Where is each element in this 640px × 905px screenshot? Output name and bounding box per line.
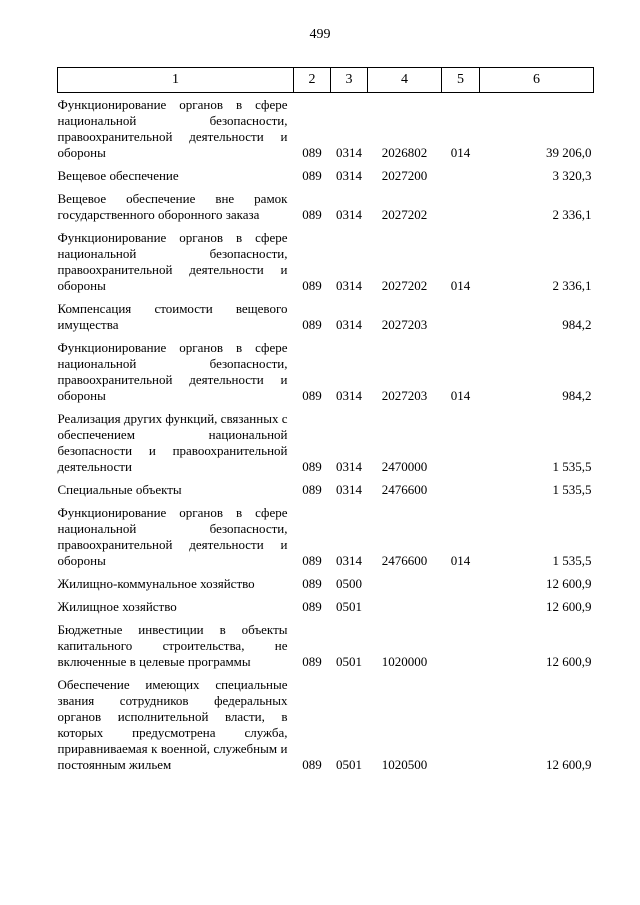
row-col3: 0314 [336, 168, 362, 183]
row-col4: 2026802 [381, 145, 428, 160]
row-name: Функционирование органов в сфере национальной безопасности, правоохранительной деятельности и обороны [57, 340, 288, 403]
header-col-3: 3 [331, 68, 368, 93]
row-col5: 014 [450, 278, 471, 293]
row-col2: 089 [302, 757, 322, 772]
page-number: 499 [309, 27, 331, 42]
row-col4: 2027203 [381, 388, 428, 403]
table-row [58, 223, 594, 294]
row-amount: 2 336,1 [552, 207, 592, 222]
row-col4: 2470000 [381, 459, 428, 474]
row-col2: 089 [302, 207, 322, 222]
row-col4: 1020500 [381, 757, 428, 772]
row-col4 [368, 569, 442, 592]
table-row [58, 404, 594, 475]
row-col3: 0314 [336, 459, 362, 474]
row-col4: 2027203 [381, 317, 428, 332]
row-col2: 089 [302, 317, 322, 332]
row-col4: 1020000 [381, 654, 428, 669]
header-col-4: 4 [368, 68, 442, 93]
row-col3: 0314 [336, 317, 362, 332]
row-amount: 12 600,9 [546, 599, 592, 614]
row-col4: 2027202 [381, 278, 428, 293]
row-amount: 39 206,0 [546, 145, 592, 160]
row-col5 [442, 592, 480, 615]
row-col2: 089 [302, 168, 322, 183]
row-col3: 0314 [336, 553, 362, 568]
budget-table [57, 67, 594, 773]
row-amount: 1 535,5 [552, 553, 592, 568]
row-name: Вещевое обеспечение [57, 168, 179, 183]
row-col5: 014 [450, 388, 471, 403]
row-name: Функционирование органов в сфере национальной безопасности, правоохранительной деятельности и обороны [57, 230, 288, 293]
row-amount: 3 320,3 [552, 168, 592, 183]
row-col3: 0501 [336, 757, 362, 772]
row-col2: 089 [302, 553, 322, 568]
row-col5: 014 [450, 145, 471, 160]
table-row [58, 161, 594, 184]
row-col5 [442, 184, 480, 223]
row-col5 [442, 294, 480, 333]
table-row [58, 294, 594, 333]
row-col4: 2027202 [381, 207, 428, 222]
row-col5: 014 [450, 553, 471, 568]
row-amount: 984,2 [562, 317, 592, 332]
table-row [58, 615, 594, 670]
row-col2: 089 [302, 654, 322, 669]
row-col4: 2027200 [381, 168, 428, 183]
header-col-5: 5 [442, 68, 480, 93]
row-amount: 12 600,9 [546, 654, 592, 669]
row-col2: 089 [302, 278, 322, 293]
row-name: Специальные объекты [57, 482, 182, 497]
row-col5 [442, 670, 480, 773]
row-name: Жилищно-коммунальное хозяйство [57, 576, 255, 591]
row-col4: 2476600 [381, 482, 428, 497]
row-col4: 2476600 [381, 553, 428, 568]
row-col5 [442, 615, 480, 670]
table-row [58, 333, 594, 404]
row-amount: 2 336,1 [552, 278, 592, 293]
table-row [58, 670, 594, 773]
row-col3: 0314 [336, 482, 362, 497]
header-col-1: 1 [58, 68, 294, 93]
row-col5 [442, 475, 480, 498]
row-col3: 0314 [336, 278, 362, 293]
row-col3: 0500 [336, 576, 362, 591]
row-name: Функционирование органов в сфере национальной безопасности, правоохранительной деятельности и обороны [57, 505, 288, 568]
row-col2: 089 [302, 459, 322, 474]
row-col3: 0314 [336, 207, 362, 222]
row-amount: 12 600,9 [546, 576, 592, 591]
row-col5 [442, 404, 480, 475]
header-col-6: 6 [480, 68, 594, 93]
row-col2: 089 [302, 145, 322, 160]
row-amount: 1 535,5 [552, 482, 592, 497]
row-col3: 0314 [336, 388, 362, 403]
row-name: Жилищное хозяйство [57, 599, 177, 614]
row-col5 [442, 161, 480, 184]
row-name: Реализация других функций, связанных с обеспечением национальной безопасности и правоохранительной деятельности [57, 411, 288, 474]
table-row [58, 93, 594, 162]
table-row [58, 184, 594, 223]
table-row [58, 498, 594, 569]
row-name: Бюджетные инвестиции в объекты капитального строительства, не включенные в целевые программы [57, 622, 288, 669]
row-amount: 1 535,5 [552, 459, 592, 474]
row-name: Функционирование органов в сфере национальной безопасности, правоохранительной деятельности и обороны [57, 97, 288, 160]
row-name: Обеспечение имеющих специальные звания сотрудников федеральных органов исполнительной власти, в которых предусмотрена служба, приравниваемая к военной, служебным и постоянным жильем [57, 677, 288, 772]
row-amount: 12 600,9 [546, 757, 592, 772]
table-row [58, 592, 594, 615]
row-col4 [368, 592, 442, 615]
row-col2: 089 [302, 482, 322, 497]
row-col3: 0501 [336, 599, 362, 614]
row-col2: 089 [302, 388, 322, 403]
row-name: Компенсация стоимости вещевого имущества [57, 301, 288, 332]
row-col3: 0501 [336, 654, 362, 669]
row-col3: 0314 [336, 145, 362, 160]
header-col-2: 2 [294, 68, 331, 93]
row-col2: 089 [302, 599, 322, 614]
row-name: Вещевое обеспечение вне рамок государственного оборонного заказа [57, 191, 288, 222]
table-row [58, 569, 594, 592]
row-amount: 984,2 [562, 388, 592, 403]
table-row [58, 475, 594, 498]
row-col5 [442, 569, 480, 592]
row-col2: 089 [302, 576, 322, 591]
table-header-row [58, 68, 594, 93]
